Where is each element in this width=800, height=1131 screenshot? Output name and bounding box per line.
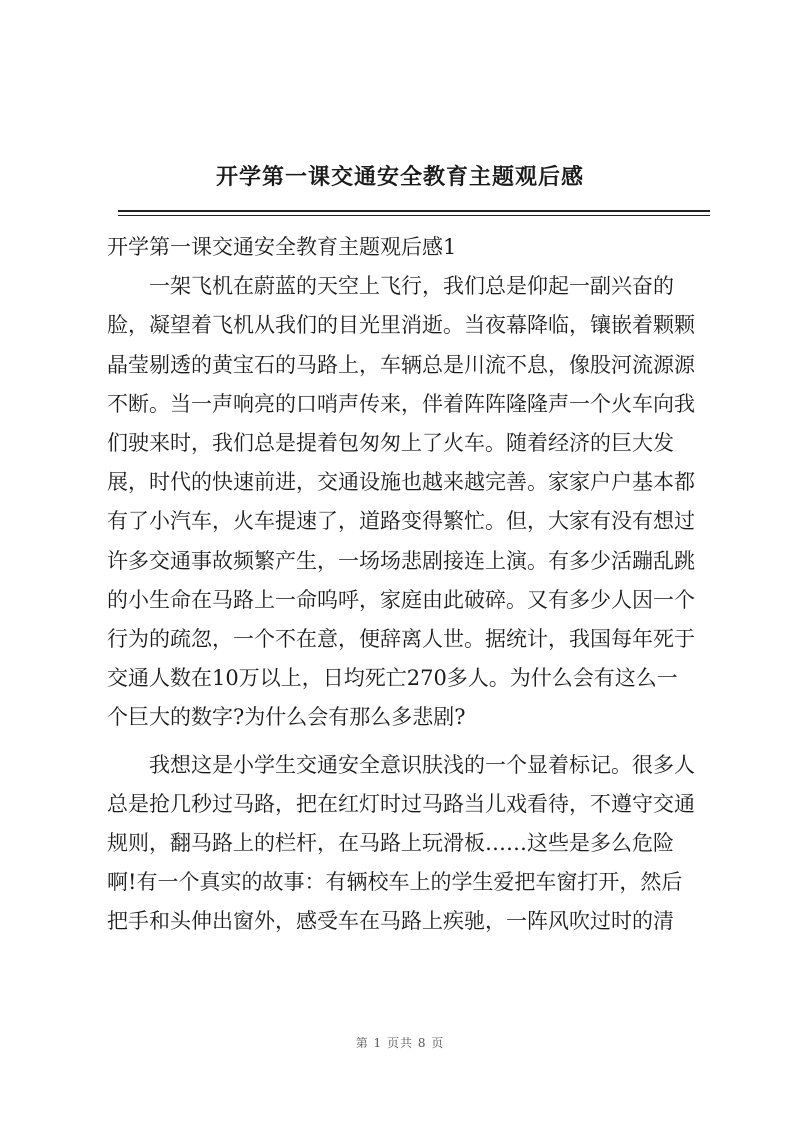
paragraph-line: 们驶来时，我们总是提着包匆匆上了火车。随着经济的巨大发 xyxy=(107,431,674,456)
paragraph-line: 把手和头伸出窗外，感受车在马路上疾驰，一阵风吹过时的清 xyxy=(107,909,674,934)
document-body xyxy=(107,228,715,942)
paragraph-line: 行为的疏忽，一个不在意，便辞离人世。据统计，我国每年死于 xyxy=(107,627,695,652)
paragraph-line: 有了小汽车，火车提速了，道路变得繁忙。但，大家有没有想过 xyxy=(107,509,695,534)
paragraph-line: 的小生命在马路上一命呜呼，家庭由此破碎。又有多少人因一个 xyxy=(107,587,695,612)
paragraph-2 xyxy=(107,746,715,942)
paragraph-line: 啊!有一个真实的故事：有辆校车上的学生爱把车窗打开，然后 xyxy=(107,870,683,895)
paragraph-line: 晶莹剔透的黄宝石的马路上，车辆总是川流不息，像股河流源源 xyxy=(107,352,695,377)
title-rule-thin xyxy=(118,215,710,216)
paragraph-line: 总是抢几秒过马路，把在红灯时过马路当儿戏看待，不遵守交通 xyxy=(107,791,695,816)
paragraph-line: 脸，凝望着飞机从我们的目光里消逝。当夜幕降临，镶嵌着颗颗 xyxy=(107,313,695,338)
paragraph-line: 展，时代的快速前进，交通设施也越来越完善。家家户户基本都 xyxy=(107,470,695,495)
document-title: 开学第一课交通安全教育主题观后感 xyxy=(215,164,584,190)
paragraph-line: 许多交通事故频繁产生，一场场悲剧接连上演。有多少活蹦乱跳 xyxy=(107,548,695,573)
paragraph-line: 一架飞机在蔚蓝的天空上飞行，我们总是仰起一副兴奋的 xyxy=(149,274,674,299)
paragraph-line: 不断。当一声响亮的口哨声传来，伴着阵阵隆隆声一个火车向我 xyxy=(107,391,695,416)
paragraph-line: 我想这是小学生交通安全意识肤浅的一个显着标记。很多人 xyxy=(149,752,695,777)
section-heading: 开学第一课交通安全教育主题观后感1 xyxy=(107,235,457,259)
paragraph-line: 规则，翻马路上的栏杆，在马路上玩滑板……这些是多么危险 xyxy=(107,831,674,856)
paragraph-1 xyxy=(107,267,715,737)
title-rule-thick xyxy=(118,210,710,212)
paragraph-line: 个巨大的数字?为什么会有那么多悲剧? xyxy=(107,705,466,730)
page-footer: 第 1 页共 8 页 xyxy=(355,1036,445,1050)
paragraph-line: 交通人数在10万以上，日均死亡270多人。为什么会有这么一 xyxy=(107,666,678,691)
